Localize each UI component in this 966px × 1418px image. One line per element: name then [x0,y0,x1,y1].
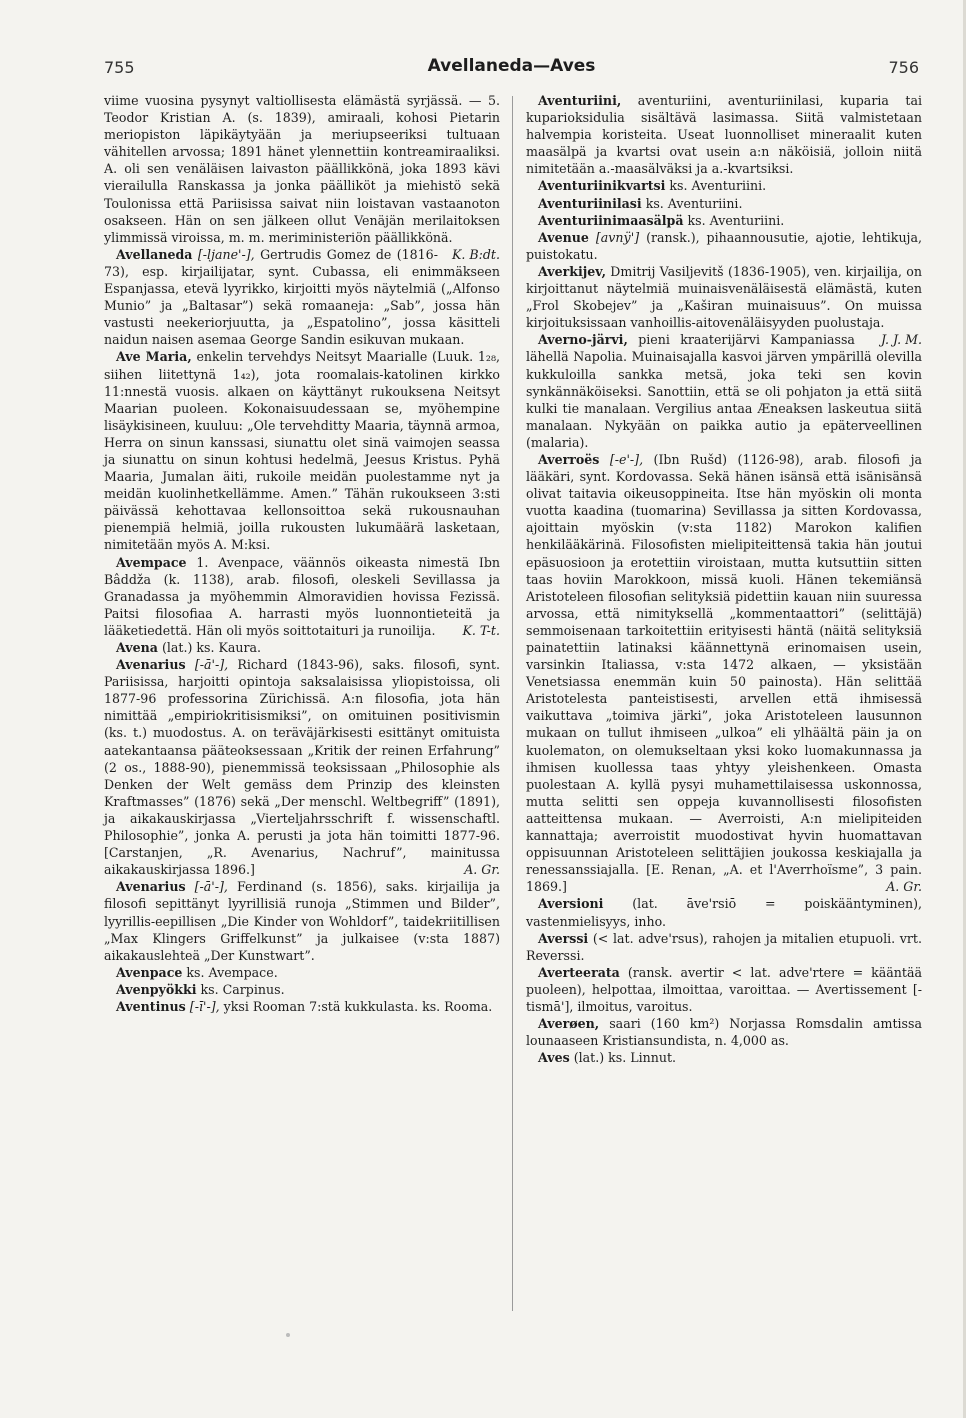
entry-text: (ransk.), pihaannousutie, ajotie, lehtikuja, puistokatu. [526,229,922,262]
entry-text: saari (160 km²) Norjassa Romsdalin amtissa lounaaseen Kristiansundista, n. 4,000 as. [526,1016,922,1049]
entry-pronunciation: [-ljane'-], [197,246,255,262]
entry-headword: Avenarius [116,657,186,673]
dictionary-entry [526,92,922,177]
running-title: Avellaneda—Aves [427,56,596,76]
dictionary-entry [104,998,500,1015]
entry-headword: Averkijev, [538,263,606,279]
dictionary-entry [526,331,922,451]
dictionary-entry [526,212,922,229]
entry-headword: Avenpyökki [116,981,197,997]
entry-headword: Avena [116,640,158,655]
dictionary-entry [526,195,922,212]
entry-text: enkelin tervehdys Neitsyt Maarialle (Luuk. 1₂₈, siihen liitettynä 1₄₂), jota roomalais-katolinen kirkko 11:nnestä vuosis. alkaen on käyttänyt rukouksena Neitsyt Maarian puoleen. Kokonaisuudessaan se, myöhempine lisäykisineen, kuuluu: „Ole tervehditty Maaria, täynnä armoa, Herra on sinun kanssasi, siunattu olet sinä vaimojen seassa ja siunattu on sinun kohtusi hedelmä, Jeesus Kristus. Pyhä Maaria, Jumalan äiti, rukoile meidän puolestamme nyt ja meidän kuolinhetkellämme. Amen.” Tähän rukoukseen 3:sti päivässä kehottavaa kellonsoittoa sekä rukousnauhan pienempiä helmiä, joilla rukousten lukumäärä lasketaan, nimitetään myös A. M:ksi. [104,349,500,553]
entry-headword: Averøen, [538,1016,600,1032]
entry-text: ks. Aventuriini. [669,178,767,194]
dictionary-entry [104,981,500,998]
entry-text: Dmitrij Vasiljevitš (1836-1905), ven. kirjailija, on kirjoittanut näytelmiä muinaisvenäläisestä elämästä, kuten „Frol Skobejev” ja „Kaširan muinaisuus”. On muissa kirjoituksissaan vanhoillis-aitovenäläisyyden puolustaja. [526,263,922,331]
page-header [104,54,919,80]
dictionary-entry [104,639,500,656]
dictionary-entry [526,229,922,263]
entry-headword: Averno-järvi, [538,332,628,348]
entry-pronunciation: [-ā'-], [194,879,228,895]
entry-text: Ferdinand (s. 1856), saks. kirjailija ja filosofi sepittänyt lyyrillisiä runoja „Stimmen und Bilder”, lyyrillis-eepillisen „Die Kinder von Wohldorf”, taidekriitillisen „Max Klingers Griffelkunst” ja julkaisee (v:sta 1887) aikakauslehteä „Der Kunstwart”. [104,879,500,963]
page-number-right: 756 [888,58,919,77]
entry-pronunciation: [-e'-], [609,451,644,467]
author-signature: K. B:dt. [451,246,500,262]
entry-headword: Aves [538,1050,570,1066]
entry-headword: Avellaneda [116,246,193,262]
entry-headword: Averroës [538,451,600,467]
entry-headword: Aversioni [538,896,604,912]
entry-text: ks. Carpinus. [200,981,285,997]
dictionary-entry [104,348,500,553]
entry-text: (< lat. adve'rsus), rahojen ja mitalien etupuoli. vrt. Reverssi. [526,930,922,963]
entry-headword: Aventuriini, [538,93,622,108]
entry-headword: Ave Maria, [116,349,192,365]
entry-text: ks. Aventuriini. [687,212,785,228]
entry-pronunciation: [avnӱ'] [595,229,640,245]
entry-headword: Aventuriinimaasälpä [538,212,684,228]
entry-pronunciation: [-ā'-], [194,657,229,673]
entry-text: ks. Aventuriini. [645,195,743,211]
entry-headword: Aventuriinilasi [538,195,642,211]
author-signature: A. Gr. [886,879,922,895]
dictionary-entry [104,878,500,963]
entry-headword: Aventuriinikvartsi [538,178,666,194]
dictionary-entry [526,451,922,895]
entry-text: (lat.) ks. Kaura. [161,640,262,655]
entry-text: Richard (1843-96), saks. filosofi, synt. Pariisissa, harjoitti opintoja saksalaisissa yliopistoissa, oli 1877-96 professorina Zürichissä. A:n filosofia, jota hän nimittää „empiriokritisismiksi”, on omituinen positivismin (ks. t.) muodostus. A. on teräväjärkisesti esittänyt omituista aatekantaansa pääteoksessaan „Kritik der reinen Erfahrung” (2 os., 1888-90), pienemmissä teoksissaan „Philosophie als Denken der Welt gemäss dem Prinzip des kleinsten Kraftmasses” (1876) sekä „Der menschl. Weltbegriff” (1891), ja aikakauskirjassa „Vierteljahrsschrift f. wissenschaftl. Philosophie”, jonka A. perusti ja jota hän toimitti 1877-96. [Carstanjen, „R. Avenarius, Nachruf”, mainitussa aikakauskirjassa 1896.] [104,657,500,878]
column-divider [512,96,513,1311]
right-column [526,92,922,1066]
dictionary-entry [104,656,500,878]
entry-text: Gertrudis Gomez de (1816-73), esp. kirjailijatar, synt. Cubassa, eli enimmäkseen Espanjassa, etevä lyyrikko, kirjoitti myös näytelmiä („Alfonso Munio” ja „Baltasar”) sekä romaaneja: „Sab”, jossa hän vastusti neekeriorjuutta, ja „Espatolino”, jossa käsitteli naidun naisen asemaa George Sandin esikuvan mukaan. [104,246,500,348]
dictionary-entry [104,964,500,981]
entry-headword: Avempace [116,554,187,570]
entry-text: (lat.) ks. Linnut. [573,1050,677,1066]
entry-text: aventuriini, aventuriinilasi, kuparia tai kuparioksidulia sisältävä lasimassa. Siitä valmistetaan halvempia koristeita. Useat luonnolliset mineraalit kuten maasälpä ja kvartsi ovat usein a:n näköisiä, jolloin niitä nimitetään a.-maasälväksi ja a.-kvartsiksi. [526,93,922,177]
dictionary-entry [526,964,922,1015]
entry-headword: Avenarius [116,879,186,895]
entry-headword: Averteerata [538,964,620,980]
left-column [104,92,500,1015]
author-signature: A. Gr. [464,862,500,878]
dictionary-entry [104,554,500,639]
dictionary-entry [526,177,922,194]
dictionary-entry [526,930,922,964]
entry-text: (ransk. avertir < lat. adve'rtere = kääntää puoleen), helpottaa, ilmoittaa, varoittaa. — Avertissement [-tismā'], ilmoitus, varoitus. [526,964,922,1014]
entry-headword: Averssi [538,930,589,946]
dictionary-entry [526,895,922,929]
entry-headword: Aventinus [116,998,186,1014]
page-number-left: 755 [104,58,135,77]
author-signature: K. T-t. [462,622,500,638]
entry-text: pieni kraaterijärvi Kampaniassa lähellä Napolia. Muinaisajalla kasvoi järven ympärillä olevilla kukkuloilla sankka metsä, joka teki sen kovin synkännäköiseksi. Sanottiin, että se oli pohjaton ja että siitä kulki tie manalaan. Vergilius antaa Æneaksen laskeutua siitä manalaan. Nykyään on paikka autio ja epäterveellinen (malaria). [526,332,922,450]
entry-headword: Avenpace [116,964,183,980]
entry-text: (Ibn Rušd) (1126-98), arab. filosofi ja lääkäri, synt. Kordovassa. Sekä hänen isänsä että isänisänsä olivat taitavia oikeusoppineita. Itse hän myöskin oli monta vuotta kaadina (tuomarina) Sevillassa ja sitten Kordovassa, ajoittain myöskin (v:sta 1182) Marokon kalifien henkilääkärinä. Filosofisten mielipiteittensä takia hän joutui epäsuosioon ja erotettiin viroistaan, mutta kutsuttiin sitten taas hoviin Marokkoon, missä kuoli. Hänen tekemiänsä Aristoteleen filosofian selityksiä pidettiin kauan niin suuressa arvossa, että nimityksellä „kommentaattori” (selittäjä) semmoisenaan tarkoitettiin erityisesti häntä (näitä selityksiä painatettiin latinaksi käännettynä erinomaisen usein, varsinkin Italiassa, v:sta 1472 alkaen, — yksistään Venetsiassa enemmän kuin 50 painosta). Hän selittää Aristotelesta panteistisesti, arvellen että ihmisessä vaikuttava „toimiva järki”, joka Aristoteleen lausunnon mukaan on tullut ihmiseen „ulkoa” eli ylhäältä päin ja on kuolematon, on olemukseltaan yksi koko luomakunnassa ja ihmisen kuollessa taas yhtyy yleishenkeen. Omasta puolestaan A. kyllä pysyi muhamettilaisessa uskonnossa, mutta selitti sen oppeja kuvannollisesti filosofisten aatteittensa mukaan. — Averroisti, A:n mielipiteiden kannattaja; averroistit muodostivat hyvin huomattavan oppisuunnan Aristoteleen selittäjien joukossa keskiajalla ja renessanssiajalla. [E. Renan, „A. et l'Averrhoïsme”, 3 pain. 1869.] [526,451,922,895]
entry-text: viime vuosina pysynyt valtiollisesta elämästä syrjässä. — 5. Teodor Kristian A. (s. 1839), amiraali, kohosi Pietarin meriopiston läpikäytyään ja meriupseeriksi tultuaan vähitellen arvossa; 1891 hänet ylennettiin kontreamiraaliksi. A. oli sen venäläisen laivaston päällikkönä, joka 1893 kävi vierailulla Ranskassa ja jonka päälliköt ja miehistö sekä Toulonissa että Pariisissa saivat niin loistavan vastaanoton osakseen. Hän on sen jälkeen ollut Venäjän merilaitoksen ylimmissä viroissa, m. m. meriministeriön päällikkönä. [104,93,500,245]
entry-text: (lat. āve'rsiō = poiskääntyminen), vastenmielisyys, inho. [526,896,922,929]
entry-pronunciation: [-ī'-], [189,998,220,1014]
dictionary-entry [526,1049,922,1066]
entry-text: ks. Avempace. [186,964,278,980]
entry-headword: Avenue [538,229,589,245]
entry-text: 1. Avenpace, väännös oikeasta nimestä Ibn Bâddža (k. 1138), arab. filosofi, oleskeli Sevillassa ja Granadassa ja myöhemmin Almoravidien hovissa Fezissä. Paitsi filosofiaa A. harrasti myös luonnontieteitä ja lääketiedettä. Hän oli myös soittotaituri ja runoilija. [104,554,500,638]
print-speck [286,1333,290,1337]
dictionary-entry [526,1015,922,1049]
author-signature: J. J. M. [880,332,922,348]
entry-text: yksi Rooman 7:stä kukkulasta. ks. Rooma. [223,998,493,1014]
